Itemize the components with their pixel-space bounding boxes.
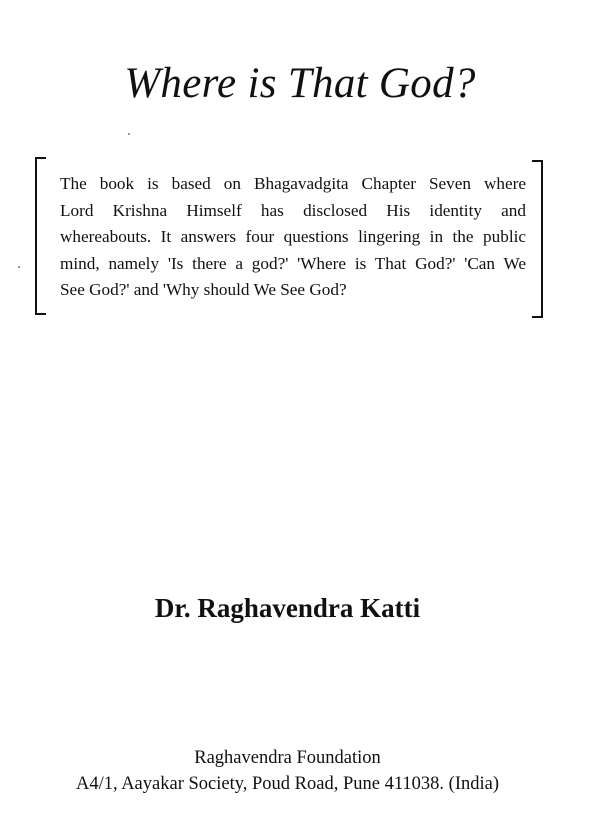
blurb-line: See God?' and 'Why should We See God? <box>60 280 347 300</box>
blurb-line: mind, namely 'Is there a god?' 'Where is That God?' 'Can We <box>60 253 526 273</box>
publisher-name: Raghavendra Foundation <box>194 748 381 768</box>
author-name: Dr. Raghavendra Katti <box>154 593 421 623</box>
right-bracket <box>532 160 543 318</box>
book-title: Where is That God? <box>124 60 476 107</box>
scan-speck <box>18 266 20 268</box>
blurb-line: The book is based on Bhagavadgita Chapter Seven where <box>60 174 526 193</box>
scan-speck <box>128 133 130 135</box>
publisher-address: A4/1, Aayakar Society, Poud Road, Pune 411038. (India) <box>75 774 500 794</box>
left-bracket <box>35 157 46 315</box>
blurb-line: Lord Krishna Himself has disclosed His identity and <box>60 200 526 220</box>
book-blurb <box>60 171 526 304</box>
blurb-line: whereabouts. It answers four questions lingering in the public <box>60 227 526 247</box>
